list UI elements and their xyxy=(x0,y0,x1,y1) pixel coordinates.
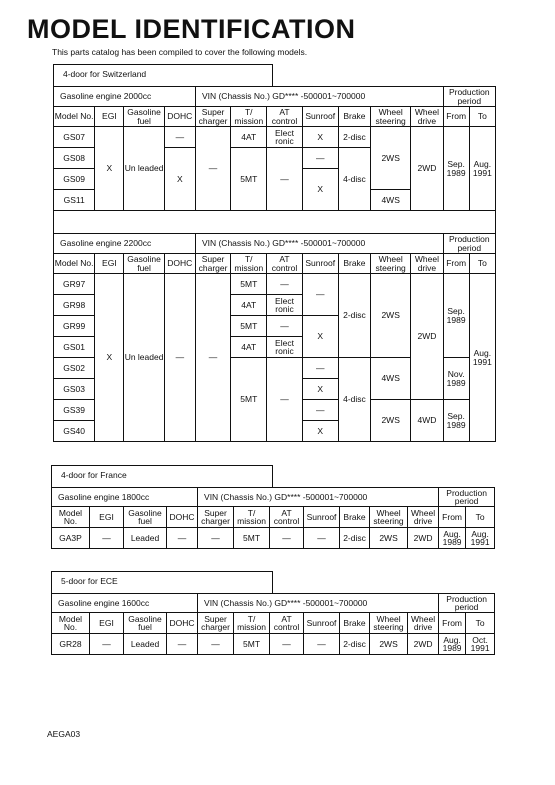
header-brake: Brake xyxy=(340,507,370,528)
drive-value: 2WD xyxy=(408,634,439,655)
sunroof-value: X xyxy=(302,316,338,358)
sunroof-value: — xyxy=(302,274,338,316)
to-date: Aug. 1991 xyxy=(469,127,495,211)
fuel-value: Leaded xyxy=(124,634,167,655)
brake-value: 2-disc xyxy=(340,634,370,655)
to-date: Aug. 1991 xyxy=(469,274,495,442)
at-control-value: — xyxy=(267,148,302,211)
section-tab-label: 4-door for Switzerland xyxy=(63,69,147,79)
header-wheel-steering: Wheel steering xyxy=(371,254,411,274)
header-t-mission: T/ mission xyxy=(234,613,270,634)
sunroof-value: — xyxy=(304,634,340,655)
section-tab-label: 4-door for France xyxy=(61,470,127,480)
section-tab-france xyxy=(51,465,273,487)
steering-value: 4WS xyxy=(371,358,411,400)
engine-label: Gasoline engine 1800cc xyxy=(52,488,198,507)
fuel-value: Un leaded xyxy=(124,127,164,211)
header-to: To xyxy=(466,507,495,528)
egi-value: X xyxy=(95,127,124,211)
header-sunroof: Sunroof xyxy=(302,254,338,274)
to-date: Aug. 1991 xyxy=(466,528,495,549)
header-wheel-drive: Wheel drive xyxy=(411,254,443,274)
header-at-control: AT control xyxy=(267,254,302,274)
super-charger-value: — xyxy=(198,528,234,549)
header-at-control: AT control xyxy=(270,507,304,528)
vin-label: VIN (Chassis No.) GD**** -500001~700000 xyxy=(198,594,439,613)
egi-value: X xyxy=(95,274,124,442)
table-france-1800cc xyxy=(51,487,495,549)
transmission-value: 5MT xyxy=(231,148,267,211)
brake-value: 4-disc xyxy=(338,358,370,442)
header-from: From xyxy=(439,613,466,634)
dohc-value: — xyxy=(167,528,198,549)
header-from: From xyxy=(443,254,469,274)
transmission-value: 4AT xyxy=(231,337,267,358)
header-from: From xyxy=(439,507,466,528)
header-gasoline-fuel: Gasoline fuel xyxy=(124,107,164,127)
production-period-header: Production period xyxy=(443,234,495,254)
header-at-control: AT control xyxy=(267,107,302,127)
header-sunroof: Sunroof xyxy=(304,613,340,634)
dohc-value: X xyxy=(164,148,195,211)
model-number: GS09 xyxy=(54,169,95,190)
page-title: MODEL IDENTIFICATION xyxy=(27,14,356,44)
section-tab-label: 5-door for ECE xyxy=(61,576,118,586)
header-model-no: Model No. xyxy=(52,613,90,634)
header-dohc: DOHC xyxy=(164,254,195,274)
model-number: GS11 xyxy=(54,190,95,211)
header-dohc: DOHC xyxy=(167,507,198,528)
header-t-mission: T/ mission xyxy=(231,254,267,274)
engine-label: Gasoline engine 2200cc xyxy=(54,234,196,254)
at-control-value: Elect ronic xyxy=(267,295,302,316)
header-to: To xyxy=(466,613,495,634)
sunroof-value: — xyxy=(302,148,338,169)
transmission-value: 5MT xyxy=(231,316,267,337)
section-tab-switzerland xyxy=(53,64,273,86)
super-charger-value: — xyxy=(195,127,230,211)
header-egi: EGI xyxy=(95,254,124,274)
header-wheel-steering: Wheel steering xyxy=(370,613,408,634)
production-period-header: Production period xyxy=(439,488,495,507)
at-control-value: — xyxy=(267,274,302,295)
model-number: GR97 xyxy=(54,274,95,295)
egi-value: — xyxy=(90,634,124,655)
header-wheel-steering: Wheel steering xyxy=(371,107,411,127)
section-separator xyxy=(53,210,496,233)
drive-value: 4WD xyxy=(411,400,443,442)
sunroof-value: X xyxy=(302,127,338,148)
brake-value: 2-disc xyxy=(338,127,370,148)
model-number: GS03 xyxy=(54,379,95,400)
table-switzerland-2000cc xyxy=(53,86,496,211)
steering-value: 4WS xyxy=(371,190,411,211)
header-brake: Brake xyxy=(338,254,370,274)
to-date: Oct. 1991 xyxy=(466,634,495,655)
steering-value: 2WS xyxy=(371,274,411,358)
production-period-header: Production period xyxy=(443,87,495,107)
steering-value: 2WS xyxy=(371,400,411,442)
header-t-mission: T/ mission xyxy=(234,507,270,528)
brake-value: 2-disc xyxy=(338,274,370,358)
header-at-control: AT control xyxy=(270,613,304,634)
transmission-value: 5MT xyxy=(234,634,270,655)
transmission-value: 5MT xyxy=(231,274,267,295)
header-to: To xyxy=(469,107,495,127)
at-control-value: — xyxy=(267,358,302,442)
from-date: Sep. 1989 xyxy=(443,127,469,211)
header-wheel-steering: Wheel steering xyxy=(370,507,408,528)
model-number: GS08 xyxy=(54,148,95,169)
at-control-value: — xyxy=(270,634,304,655)
brake-value: 2-disc xyxy=(340,528,370,549)
model-number: GS01 xyxy=(54,337,95,358)
model-number: GS02 xyxy=(54,358,95,379)
sunroof-value: — xyxy=(304,528,340,549)
transmission-value: 5MT xyxy=(234,528,270,549)
model-number: GS39 xyxy=(54,400,95,421)
vin-label: VIN (Chassis No.) GD**** -500001~700000 xyxy=(198,488,439,507)
sunroof-value: X xyxy=(302,421,338,442)
sunroof-value: X xyxy=(302,169,338,211)
super-charger-value: — xyxy=(198,634,234,655)
sunroof-value: X xyxy=(302,379,338,400)
sunroof-value: — xyxy=(302,358,338,379)
header-model-no: Model No. xyxy=(54,254,95,274)
steering-value: 2WS xyxy=(370,528,408,549)
fuel-value: Leaded xyxy=(124,528,167,549)
header-to: To xyxy=(469,254,495,274)
vin-label: VIN (Chassis No.) GD**** -500001~700000 xyxy=(195,234,443,254)
brake-value: 4-disc xyxy=(338,148,370,211)
header-sunroof: Sunroof xyxy=(302,107,338,127)
super-charger-value: — xyxy=(195,274,230,442)
engine-label: Gasoline engine 2000cc xyxy=(54,87,196,107)
egi-value: — xyxy=(90,528,124,549)
drive-value: 2WD xyxy=(408,528,439,549)
header-model-no: Model No. xyxy=(52,507,90,528)
at-control-value: — xyxy=(270,528,304,549)
header-t-mission: T/ mission xyxy=(231,107,267,127)
from-date: Nov. 1989 xyxy=(443,358,469,400)
header-egi: EGI xyxy=(90,507,124,528)
header-model-no: Model No. xyxy=(54,107,95,127)
steering-value: 2WS xyxy=(371,127,411,190)
steering-value: 2WS xyxy=(370,634,408,655)
drive-value: 2WD xyxy=(411,274,443,400)
header-gasoline-fuel: Gasoline fuel xyxy=(124,613,167,634)
fuel-value: Un leaded xyxy=(124,274,164,442)
model-number: GR98 xyxy=(54,295,95,316)
header-gasoline-fuel: Gasoline fuel xyxy=(124,254,164,274)
drive-value: 2WD xyxy=(411,127,443,211)
at-control-value: Elect ronic xyxy=(267,127,302,148)
production-period-header: Production period xyxy=(439,594,495,613)
header-dohc: DOHC xyxy=(164,107,195,127)
at-control-value: Elect ronic xyxy=(267,337,302,358)
at-control-value: — xyxy=(267,316,302,337)
dohc-value: — xyxy=(164,274,195,442)
header-wheel-drive: Wheel drive xyxy=(408,613,439,634)
sunroof-value: — xyxy=(302,400,338,421)
section-tab-ece xyxy=(51,571,273,593)
dohc-value: — xyxy=(167,634,198,655)
intro-text: This parts catalog has been compiled to cover the following models. xyxy=(52,47,308,57)
dohc-value: — xyxy=(164,127,195,148)
header-egi: EGI xyxy=(90,613,124,634)
table-switzerland-2200cc xyxy=(53,233,496,442)
header-super-charger: Super charger xyxy=(198,613,234,634)
from-date: Sep. 1989 xyxy=(443,274,469,358)
from-date: Aug. 1989 xyxy=(439,634,466,655)
transmission-value: 4AT xyxy=(231,127,267,148)
header-brake: Brake xyxy=(338,107,370,127)
footer-code: AEGA03 xyxy=(47,729,81,739)
engine-label: Gasoline engine 1600cc xyxy=(52,594,198,613)
vin-label: VIN (Chassis No.) GD**** -500001~700000 xyxy=(195,87,443,107)
header-egi: EGI xyxy=(95,107,124,127)
table-ece-1600cc xyxy=(51,593,495,655)
model-number: GS40 xyxy=(54,421,95,442)
transmission-value: 5MT xyxy=(231,358,267,442)
transmission-value: 4AT xyxy=(231,295,267,316)
header-wheel-drive: Wheel drive xyxy=(408,507,439,528)
model-number: GA3P xyxy=(52,528,90,549)
header-super-charger: Super charger xyxy=(195,107,230,127)
model-number: GR99 xyxy=(54,316,95,337)
header-super-charger: Super charger xyxy=(198,507,234,528)
header-wheel-drive: Wheel drive xyxy=(411,107,443,127)
header-super-charger: Super charger xyxy=(195,254,230,274)
header-sunroof: Sunroof xyxy=(304,507,340,528)
model-number: GS07 xyxy=(54,127,95,148)
from-date: Aug. 1989 xyxy=(439,528,466,549)
header-brake: Brake xyxy=(340,613,370,634)
header-from: From xyxy=(443,107,469,127)
header-gasoline-fuel: Gasoline fuel xyxy=(124,507,167,528)
from-date: Sep. 1989 xyxy=(443,400,469,442)
header-dohc: DOHC xyxy=(167,613,198,634)
model-number: GR28 xyxy=(52,634,90,655)
